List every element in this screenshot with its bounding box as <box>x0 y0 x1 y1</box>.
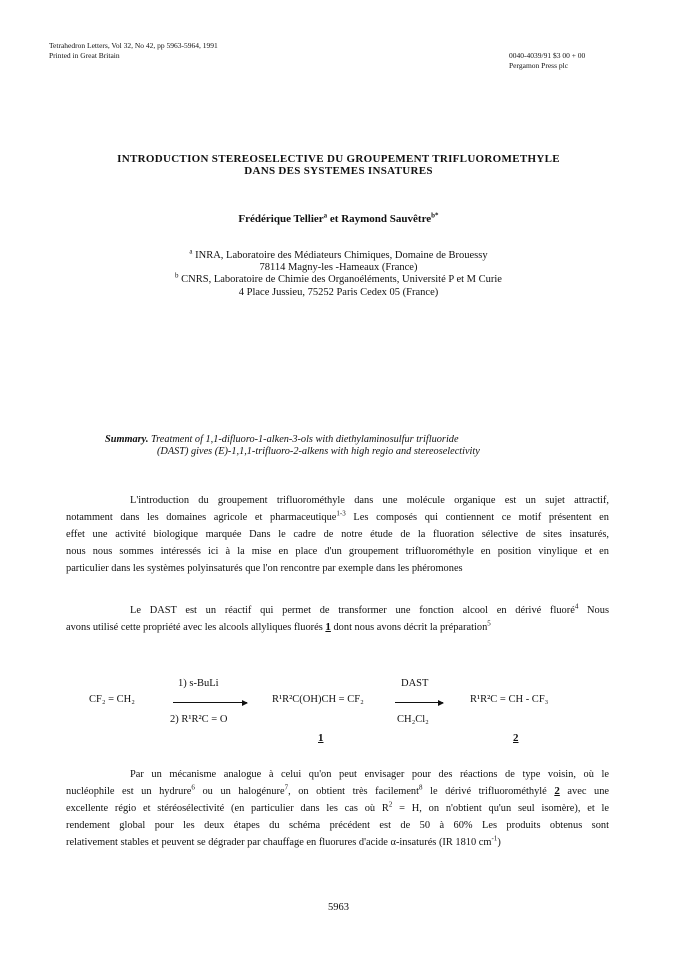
text-line: Par un mécanisme analogue à celui qu'on peut envisager pour des réactions de type voisin, où le <box>130 769 609 780</box>
issn-block <box>509 51 585 71</box>
author-name: Raymond Sauvêtre <box>341 213 432 225</box>
product-formula: R¹R²C = CH - CF₃ <box>470 694 549 705</box>
text-line: relativement stables et peuvent se dégrader par chauffage en fluorures d'acide α-insaturés (IR 1810 $cm^{-1}$) <box>66 834 501 848</box>
summary-label: Summary. <box>105 434 149 445</box>
affiliations <box>40 247 637 299</box>
citation: 5 <box>487 619 491 628</box>
reaction-arrow <box>395 702 443 703</box>
compound-number: 2 <box>554 785 560 797</box>
summary <box>105 434 575 458</box>
author-affil-mark: b* <box>431 211 439 220</box>
publisher-name: Pergamon Press plc <box>509 61 569 70</box>
reagent-step1: 1) s-BuLi <box>178 678 219 689</box>
affiliation-line: 4 Place Jussieu, 75252 Paris Cedex 05 (France) <box>238 286 439 298</box>
text-line: effet une activité biologique marquée Dans le cadre de notre étude de la fluoration sélective de sites insaturés, <box>66 529 609 540</box>
affiliation-line: 78114 Magny-les -Hameaux (France) <box>259 262 418 274</box>
text-line: avons utilisé cette propriété avec les alcools allyliques fluorés 1 dont nous avons décrit la préparation$^5$ <box>66 619 491 633</box>
text-line: nucléophile est un hydrure$^6$ ou un halogénure$^7$, on obtient très facilement$^8$ le dérivé trifluorométhylé 2 avec une <box>66 783 610 797</box>
summary-text: Treatment of 1,1-difluoro-1-alken-3-ols with diethylaminosulfur trifluoride <box>150 434 459 445</box>
citation: 7 <box>284 783 289 792</box>
printed-line: Printed in Great Britain <box>49 51 120 60</box>
paragraph-dast <box>66 602 609 636</box>
compound-number: 2 <box>513 732 519 744</box>
intermediate-formula: R¹R²C(OH)CH = CF₂ <box>272 694 364 705</box>
compound-number: 1 <box>325 621 331 633</box>
text-line: L'introduction du groupement trifluorométhyle dans une molécule organique est un sujet attractif, <box>130 495 609 506</box>
reactant: CF₂ = CH₂ <box>89 694 135 705</box>
issn-code: 0040-4039/91 $3 00 + 00 <box>509 51 586 60</box>
citation: 1-3 <box>336 509 346 518</box>
solvent: CH₂Cl₂ <box>397 714 429 725</box>
paragraph-intro <box>66 492 609 577</box>
summary-text: (DAST) gives (E)-1,1,1-trifluoro-2-alkens with high regio and stereoselectivity <box>157 446 480 457</box>
text-line: excellente régio et stéréosélectivité (en particulier dans les cas où $R^2 = H$, on n'obtient qu'un seul isomère), et le <box>66 800 609 814</box>
affil-mark: a <box>189 247 193 256</box>
affiliation-line: $^a$ INRA, Laboratoire des Médiateurs Chimiques, Domaine de Brouessy <box>189 247 488 261</box>
citation: 8 <box>419 783 423 792</box>
author-conjunction: et <box>329 213 339 225</box>
paragraph-mechanism <box>66 766 609 851</box>
text-line: notamment dans les domaines agricole et pharmaceutique$^{1-3}$ Les composés qui contiennent ce motif présentent en <box>66 509 609 523</box>
author-name: Frédérique Tellier <box>238 213 324 225</box>
affil-mark: b <box>175 271 179 280</box>
text-line: rendement global pour les deux étapes du schéma précédent est de 50 à 60% Les produits obtenus sont <box>66 820 609 831</box>
article-title <box>40 153 637 177</box>
journal-line: Tetrahedron Letters, Vol 32, No 42, pp 5963-5964, 1991 <box>49 41 218 50</box>
reaction-arrow <box>173 702 247 703</box>
reagent-dast: DAST <box>401 678 429 689</box>
title-line-2: DANS DES SYSTEMES INSATURES <box>244 165 433 177</box>
journal-citation <box>49 41 218 61</box>
compound-number: 1 <box>318 732 324 744</box>
text-line: particulier dans les systèmes polyinsaturés que l'on rencontre par exemple dans les phéromones <box>66 563 463 574</box>
text-line: Le DAST est un réactif qui permet de transformer une fonction alcool en dérivé fluoré$^4$ Nous <box>130 602 609 616</box>
citation: 6 <box>191 783 195 792</box>
title-line-1: INTRODUCTION STEREOSELECTIVE DU GROUPEMENT TRIFLUOROMETHYLE <box>117 153 560 165</box>
text-line: nous nous sommes intéressés ici à la mise en place d'un groupement trifluorométhyle en position vinylique et en <box>66 546 609 557</box>
page-number: 5963 <box>328 902 349 913</box>
author-affil-mark: a <box>323 211 328 220</box>
reagent-step2: 2) R¹R²C = O <box>170 714 228 725</box>
author-list <box>40 213 637 225</box>
citation: 4 <box>574 602 579 611</box>
affiliation-line: $^b$ CNRS, Laboratoire de Chimie des Organoéléments, Université P et M Curie <box>175 271 502 286</box>
